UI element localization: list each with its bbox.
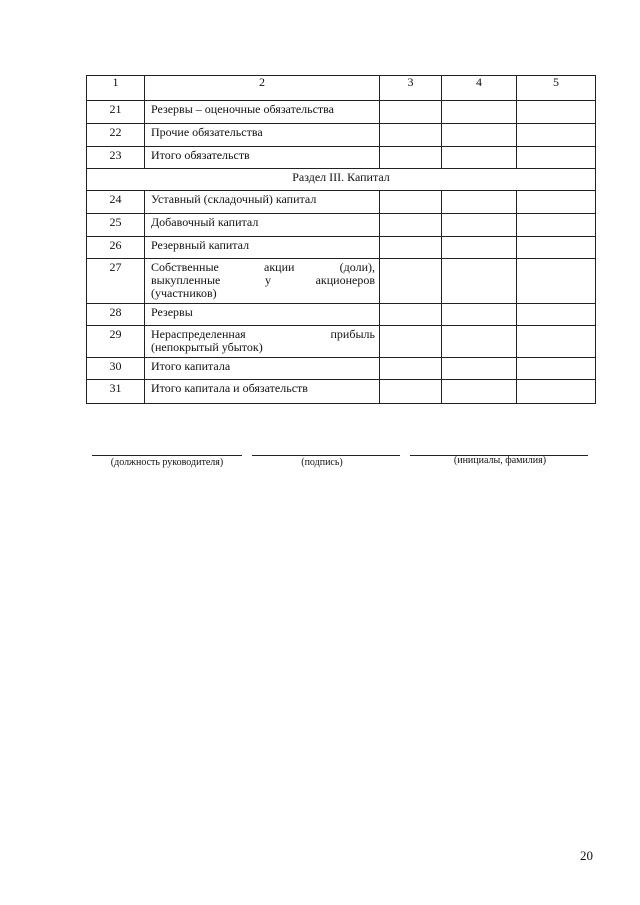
- row-number: 23: [109, 148, 122, 162]
- value-cell: [442, 304, 517, 326]
- value-cell: [442, 101, 517, 124]
- capital-liabilities-table: [86, 75, 596, 404]
- header-col-4: 4: [442, 76, 517, 101]
- value-cell: [517, 358, 596, 380]
- value-cell: [380, 237, 442, 259]
- table-row: [87, 191, 596, 214]
- row-name: Уставный (складочный) капитал: [151, 192, 317, 206]
- header-col-2: 2: [145, 76, 380, 101]
- value-cell: [380, 380, 442, 404]
- signature-caption: (подпись): [301, 457, 343, 468]
- value-cell: [442, 259, 517, 304]
- value-cell: [517, 147, 596, 169]
- section-row: [87, 169, 596, 191]
- header-col-5: 5: [517, 76, 596, 101]
- value-cell: [380, 358, 442, 380]
- value-cell: [442, 326, 517, 358]
- value-cell: [517, 259, 596, 304]
- value-cell: [517, 124, 596, 147]
- value-cell: [380, 304, 442, 326]
- row-name: Итого обязательств: [151, 148, 250, 162]
- value-cell: [517, 214, 596, 237]
- table-row: [87, 358, 596, 380]
- value-cell: [442, 147, 517, 169]
- row-number: 24: [109, 192, 122, 206]
- value-cell: [442, 237, 517, 259]
- header-row: [87, 76, 596, 101]
- table-row: [87, 101, 596, 124]
- value-cell: [442, 214, 517, 237]
- row-number: 21: [109, 102, 122, 116]
- table-row: [87, 147, 596, 169]
- row-number: 27: [109, 260, 122, 274]
- value-cell: [380, 326, 442, 358]
- table-row: [87, 380, 596, 404]
- table-row: [87, 237, 596, 259]
- value-cell: [380, 124, 442, 147]
- row-name: [145, 259, 379, 302]
- header-col-1: 1: [87, 76, 145, 101]
- row-name-line: Нераспределенная прибыль: [151, 327, 375, 341]
- row-name: [145, 326, 379, 356]
- position-signature-line: [92, 455, 242, 456]
- table-row: [87, 124, 596, 147]
- header-col-3: 3: [380, 76, 442, 101]
- value-cell: [380, 214, 442, 237]
- value-cell: [380, 259, 442, 304]
- row-name-line: выкупленные у акционеров: [151, 273, 375, 287]
- table-row: [87, 259, 596, 304]
- row-name-line: (участников): [151, 286, 217, 300]
- row-name: Резервы: [151, 305, 193, 319]
- value-cell: [442, 191, 517, 214]
- name-caption: (инициалы, фамилия): [453, 455, 547, 466]
- value-cell: [517, 326, 596, 358]
- section-title: Раздел III. Капитал: [292, 170, 390, 184]
- value-cell: [380, 147, 442, 169]
- row-number: 29: [109, 327, 122, 341]
- table-row: [87, 304, 596, 326]
- row-number: 25: [109, 215, 122, 229]
- row-number: 31: [109, 381, 122, 395]
- value-cell: [517, 380, 596, 404]
- row-number: 30: [109, 359, 122, 373]
- row-number: 26: [109, 238, 122, 252]
- row-name: Резервный капитал: [151, 238, 250, 252]
- value-cell: [380, 101, 442, 124]
- row-name-line: Собственные акции (доли),: [151, 260, 375, 274]
- signature-line: [252, 455, 400, 456]
- row-name: Итого капитала: [151, 359, 231, 373]
- value-cell: [442, 124, 517, 147]
- position-caption: (должность руководителя): [110, 457, 224, 468]
- row-number: 22: [109, 125, 122, 139]
- table-row: [87, 326, 596, 358]
- row-name: Резервы – оценочные обязательства: [151, 102, 335, 116]
- table-row: [87, 214, 596, 237]
- value-cell: [517, 101, 596, 124]
- row-name: Прочие обязательства: [151, 125, 263, 139]
- page-number: 20: [580, 848, 593, 863]
- row-name-line: (непокрытый убыток): [151, 340, 263, 354]
- value-cell: [380, 191, 442, 214]
- row-name: Добавочный капитал: [151, 215, 259, 229]
- row-name: Итого капитала и обязательств: [151, 381, 308, 395]
- value-cell: [517, 191, 596, 214]
- value-cell: [442, 380, 517, 404]
- value-cell: [442, 358, 517, 380]
- row-number: 28: [109, 305, 122, 319]
- value-cell: [517, 304, 596, 326]
- value-cell: [517, 237, 596, 259]
